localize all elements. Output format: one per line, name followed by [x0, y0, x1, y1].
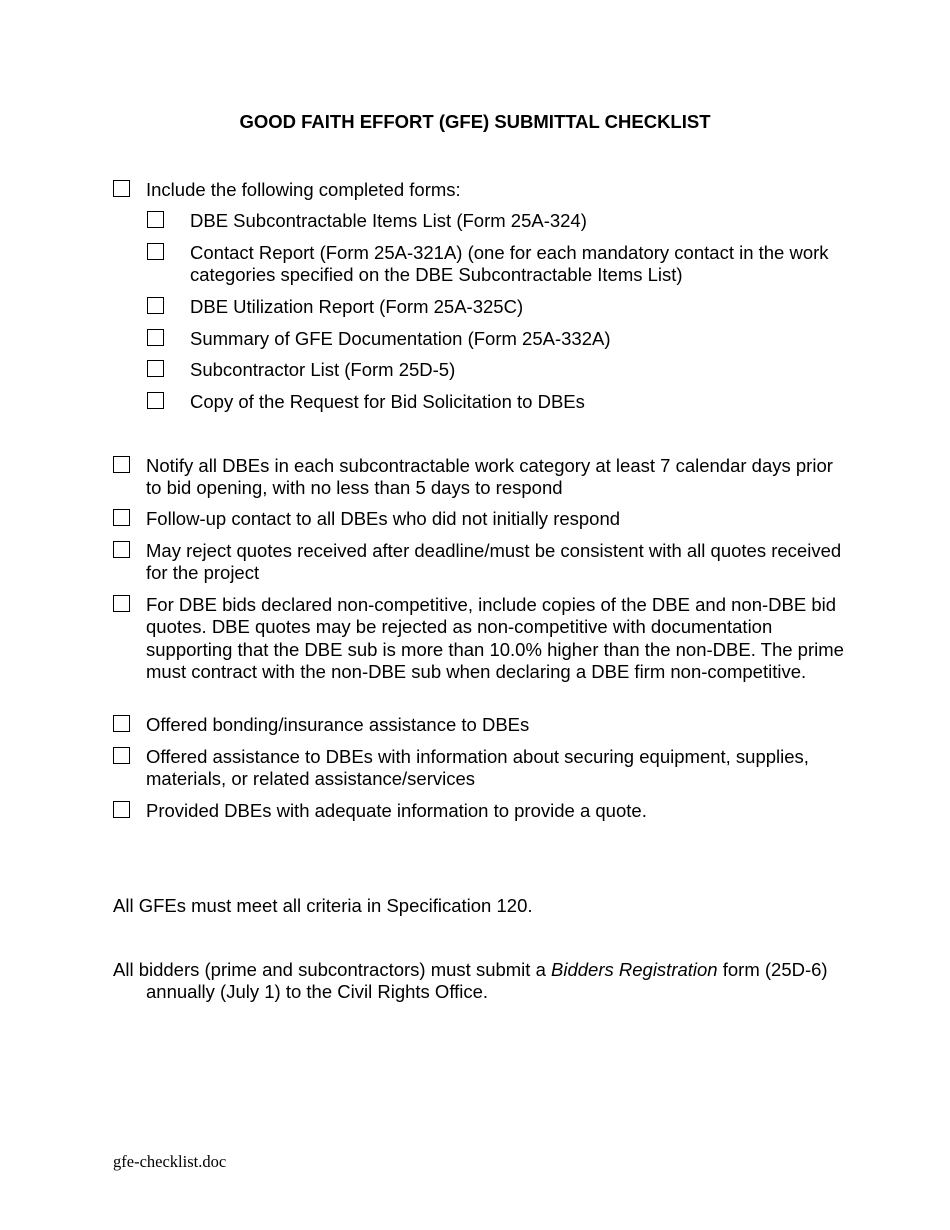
bidders-registration-form-name: Bidders Registration — [551, 959, 718, 980]
checkbox-requirement[interactable] — [113, 509, 130, 526]
page-title: GOOD FAITH EFFORT (GFE) SUBMITTAL CHECKLIST — [239, 111, 711, 132]
checklist-item — [113, 540, 853, 585]
form-item-label: DBE Subcontractable Items List (Form 25A-324) — [190, 210, 587, 231]
checklist-item-label: For DBE bids declared non-competitive, include copies of the DBE and non-DBE bid quotes. DBE quotes may be rejected as non-competitive with documentation supporting that the DBE sub is more than 10.0% higher than the non-DBE. The prime must contract with the non-DBE sub when declaring a DBE firm non-competitive. — [146, 594, 844, 683]
checklist-item-label: Offered assistance to DBEs with information about securing equipment, supplies, materials, or related assistance/services — [146, 746, 809, 790]
checkbox-requirement[interactable] — [113, 801, 130, 818]
checklist-item-label: Notify all DBEs in each subcontractable work category at least 7 calendar days prior to bid opening, with no less than 5 days to respond — [146, 455, 833, 499]
form-item — [147, 242, 847, 287]
note-registration — [113, 959, 866, 1004]
form-item — [147, 296, 847, 318]
checklist-item — [113, 800, 853, 822]
checkbox-requirement[interactable] — [113, 715, 130, 732]
form-item — [147, 391, 847, 413]
form-item-label: Copy of the Request for Bid Solicitation to DBEs — [190, 391, 585, 412]
checkbox-form[interactable] — [147, 211, 164, 228]
checkbox-requirement[interactable] — [113, 595, 130, 612]
checklist-item-label: Provided DBEs with adequate information to provide a quote. — [146, 800, 647, 821]
checkbox-requirement[interactable] — [113, 541, 130, 558]
checklist-item-label: Include the following completed forms: — [146, 179, 461, 200]
checkbox-requirement[interactable] — [113, 456, 130, 473]
checkbox-form[interactable] — [147, 243, 164, 260]
checklist-item — [113, 714, 853, 736]
checkbox-form[interactable] — [147, 360, 164, 377]
checkbox-form[interactable] — [147, 297, 164, 314]
form-item — [147, 210, 847, 232]
note-registration-text-end: form (25D-6) annually (July 1) to the Civil Rights Office. — [146, 959, 828, 1003]
checklist-item — [113, 746, 853, 791]
file-name-footer: gfe-checklist.doc — [113, 1152, 227, 1171]
checkbox-forms[interactable] — [113, 180, 130, 197]
form-item-label: DBE Utilization Report (Form 25A-325C) — [190, 296, 524, 317]
checkbox-form[interactable] — [147, 329, 164, 346]
checklist-item-forms — [113, 179, 853, 201]
form-item — [147, 328, 847, 350]
note-registration-text: All bidders (prime and subcontractors) must submit a — [113, 959, 552, 980]
form-item-label: Contact Report (Form 25A-321A) (one for each mandatory contact in the work categories specified on the DBE Subcontractable Items List) — [190, 242, 829, 286]
checklist-item-label: May reject quotes received after deadline/must be consistent with all quotes received for the project — [146, 540, 842, 584]
checklist-item — [113, 508, 853, 530]
checklist-item-label: Follow-up contact to all DBEs who did not initially respond — [146, 508, 621, 529]
checklist-item-label: Offered bonding/insurance assistance to DBEs — [146, 714, 530, 735]
checklist-item — [113, 594, 853, 684]
checkbox-form[interactable] — [147, 392, 164, 409]
form-item — [147, 359, 847, 381]
note-criteria: All GFEs must meet all criteria in Specification 120. — [113, 895, 533, 916]
checklist-item — [113, 455, 853, 500]
checkbox-requirement[interactable] — [113, 747, 130, 764]
form-item-label: Summary of GFE Documentation (Form 25A-332A) — [190, 328, 611, 349]
form-item-label: Subcontractor List (Form 25D-5) — [190, 359, 456, 380]
